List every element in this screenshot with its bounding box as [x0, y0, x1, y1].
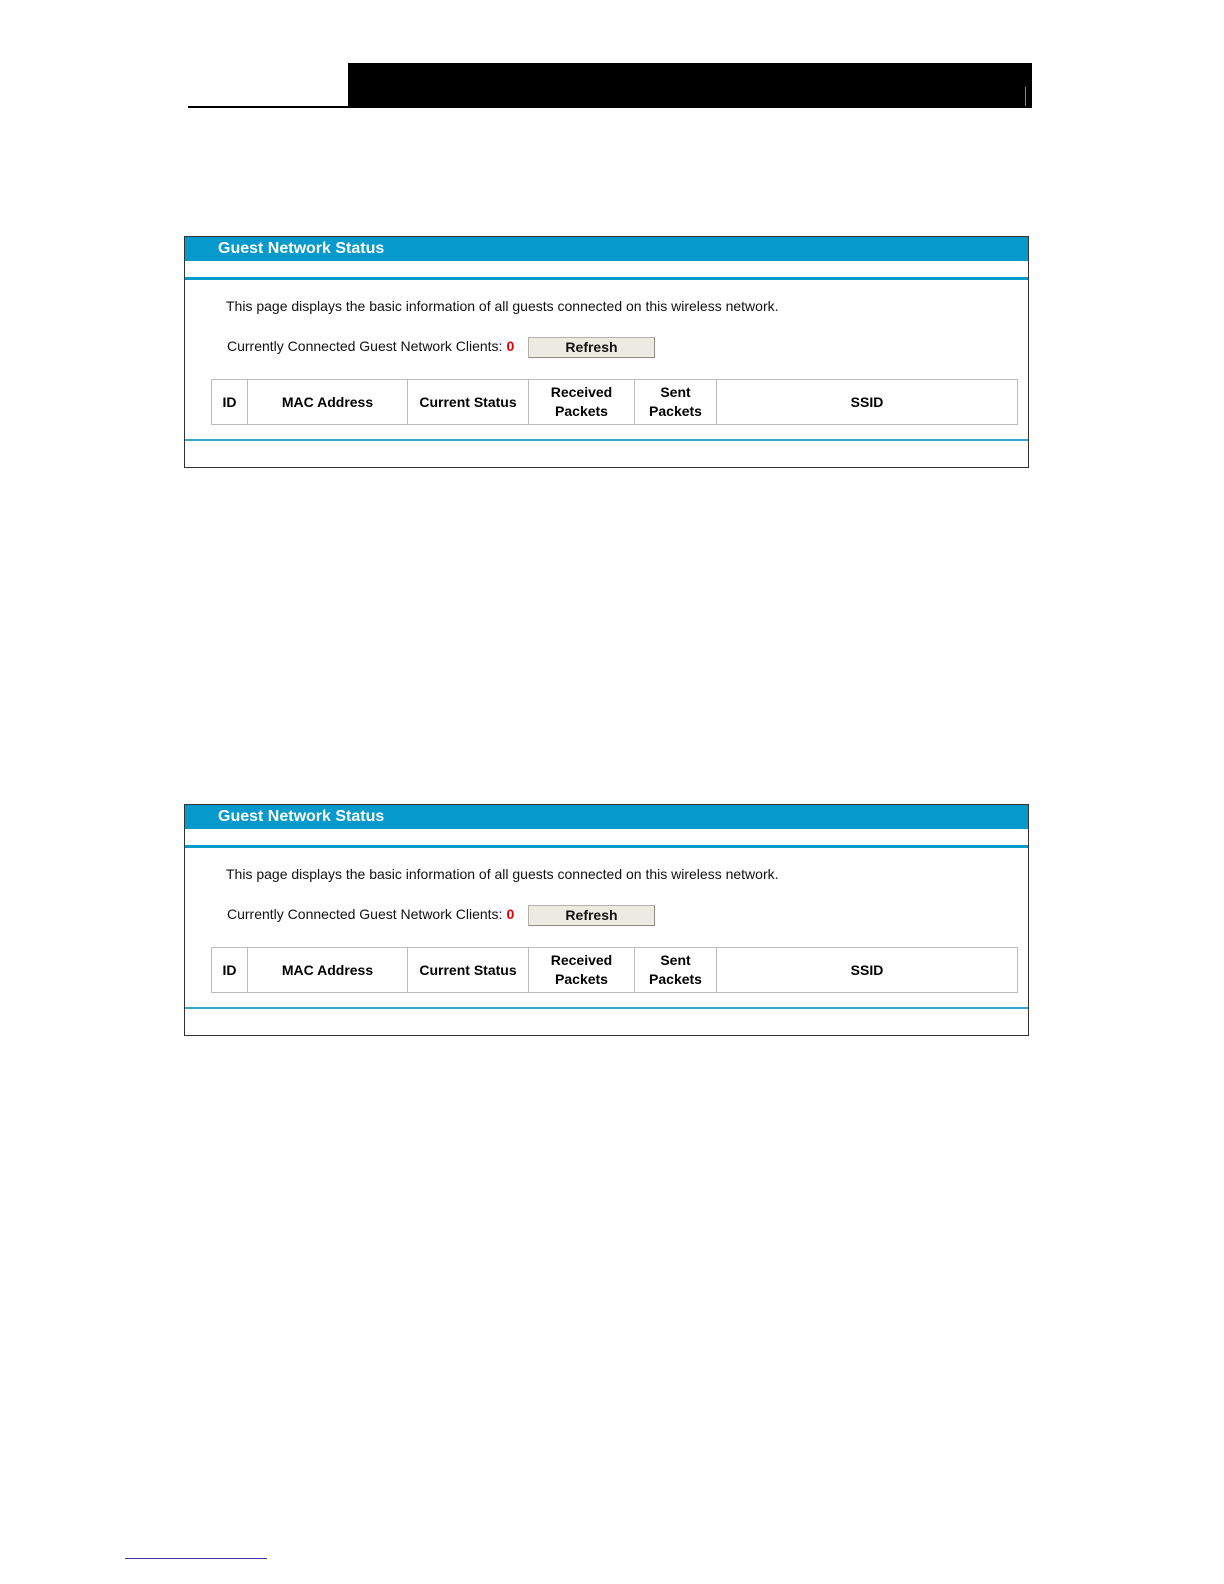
connected-clients-count: 0: [506, 906, 515, 922]
table-header-row: [212, 948, 1018, 993]
column-header-ssid: SSID: [717, 380, 1018, 425]
page-header-rule: [188, 106, 350, 108]
guest-clients-table: [211, 947, 1018, 993]
panel-bottom-divider: [185, 1007, 1028, 1009]
connected-clients-line: [227, 906, 514, 922]
page-footer-rule: [125, 1558, 267, 1559]
panel-bottom-divider: [185, 439, 1028, 441]
column-header-sent-packets: Sent Packets: [635, 380, 717, 425]
column-header-ssid: SSID: [717, 948, 1018, 993]
guest-clients-table: [211, 379, 1018, 425]
panel-top-divider: [185, 845, 1028, 848]
column-header-id: ID: [212, 380, 248, 425]
column-header-current-status: Current Status: [408, 948, 529, 993]
column-header-mac-address: MAC Address: [248, 380, 408, 425]
guest-network-status-panel: [184, 804, 1029, 1036]
column-header-received-packets: Received Packets: [529, 948, 635, 993]
refresh-button[interactable]: Refresh: [528, 905, 655, 926]
header-edge-mark: [1025, 87, 1026, 106]
column-header-sent-packets: Sent Packets: [635, 948, 717, 993]
guest-network-status-panel: [184, 236, 1029, 468]
connected-clients-label: Currently Connected Guest Network Clients:: [227, 906, 503, 922]
connected-clients-count: 0: [506, 338, 515, 354]
connected-clients-line: [227, 338, 514, 354]
panel-top-divider: [185, 277, 1028, 280]
column-header-mac-address: MAC Address: [248, 948, 408, 993]
column-header-received-packets: Received Packets: [529, 380, 635, 425]
page-header-bar: [348, 63, 1032, 108]
refresh-button[interactable]: Refresh: [528, 337, 655, 358]
table-header-row: [212, 380, 1018, 425]
panel-title: Guest Network Status: [185, 237, 1028, 261]
panel-title: Guest Network Status: [185, 805, 1028, 829]
column-header-id: ID: [212, 948, 248, 993]
panel-description: This page displays the basic information of all guests connected on this wireless network.: [226, 298, 779, 314]
column-header-current-status: Current Status: [408, 380, 529, 425]
panel-description: This page displays the basic information of all guests connected on this wireless network.: [226, 866, 779, 882]
connected-clients-label: Currently Connected Guest Network Clients:: [227, 338, 503, 354]
